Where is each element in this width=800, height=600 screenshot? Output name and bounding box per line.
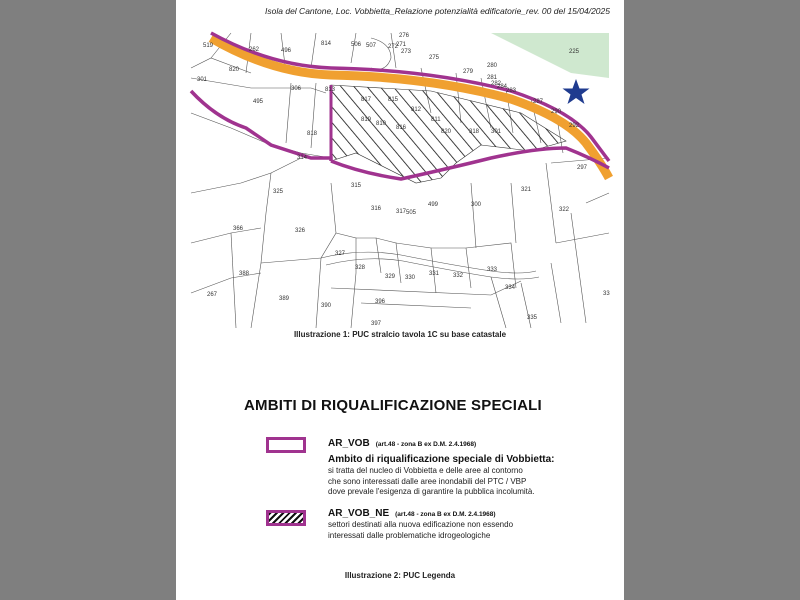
parcel-label: 366 <box>233 226 244 232</box>
ar-vob-ref: (art.48 - zona B ex D.M. 2.4.1968) <box>375 441 477 448</box>
parcel-label: 33 <box>603 291 610 297</box>
parcel-label: 316 <box>371 206 382 212</box>
parcel-label: 282 <box>491 81 502 87</box>
parcel-label: 314 <box>297 155 308 161</box>
parcel-label: 280 <box>487 63 498 69</box>
parcel-label: 819 <box>361 117 372 123</box>
parcel-label: 283 <box>506 88 517 94</box>
parcel-label: 276 <box>399 33 410 39</box>
ar-vob-name: Ambito di riqualificazione speciale di Vobbietta: <box>328 454 555 465</box>
parcel-label: 389 <box>279 296 290 302</box>
parcel-label: 301 <box>491 129 502 135</box>
parcel-label: 390 <box>321 303 332 309</box>
ar-vob-ne-desc-line: settori destinati alla nuova edificazione non essendo <box>328 520 514 529</box>
parcel-label: 331 <box>429 271 440 277</box>
parcel-label: 335 <box>527 315 538 321</box>
parcel-label: 813 <box>325 87 336 93</box>
ar-vob-desc-line: che sono interessati dalle aree inondabili del PTC / VBP <box>328 476 527 486</box>
ar-vob-code <box>328 438 476 449</box>
document-page <box>176 0 624 600</box>
parcel-label: 327 <box>335 251 346 257</box>
cadastral-map <box>191 33 609 328</box>
parcel-label: 306 <box>291 86 302 92</box>
caption-illustration-2: Illustrazione 2: PUC Legenda <box>344 571 456 580</box>
parcel-label: 507 <box>366 43 377 49</box>
parcel-label: 820 <box>441 129 452 135</box>
parcel-label: 818 <box>307 131 318 137</box>
parcel-label: 315 <box>351 183 362 189</box>
ar-vob-ne-description <box>328 520 588 541</box>
parcel-label: 810 <box>376 121 387 127</box>
parcel-label: 267 <box>207 292 218 298</box>
parcel-label: 325 <box>273 189 284 195</box>
parcel-label: 495 <box>253 99 264 105</box>
ar-vob-description <box>328 466 588 498</box>
caption-illustration-1: Illustrazione 1: PUC stralcio tavola 1C su base catastale <box>293 330 507 339</box>
parcel-label: 271 <box>396 42 407 48</box>
ar-vob-desc-line: si tratta del nucleo di Vobbietta e delle aree al contorno <box>328 466 523 475</box>
parcel-label: 262 <box>249 47 260 53</box>
parcel-label: 811 <box>431 117 441 123</box>
ar-vob-desc-line: dove prevale l'esigenza di garantire la pubblica incolumità. <box>328 487 535 496</box>
parcel-label: 330 <box>405 275 416 281</box>
parcel-label: 326 <box>295 228 306 234</box>
parcel-label: 322 <box>559 207 570 213</box>
ar-vob-ne-ref: (art.48 - zona B ex D.M. 2.4.1968) <box>395 511 496 518</box>
parcel-label: 397 <box>371 321 382 327</box>
parcel-label: 506 <box>351 42 362 48</box>
parcel-label: 499 <box>428 202 439 208</box>
parcel-label: 332 <box>453 273 464 279</box>
parcel-label: 318 <box>469 129 480 135</box>
parcel-label: 817 <box>361 97 372 103</box>
parcel-label: 284 <box>497 84 508 90</box>
parcel-label: 272 <box>388 44 399 50</box>
parcel-label: 496 <box>281 48 292 54</box>
ar-vob-code-text: AR_VOB <box>328 438 370 449</box>
parcel-label: 329 <box>385 274 396 280</box>
ar-vob-swatch <box>266 437 306 453</box>
legend-title: AMBITI DI RIQUALIFICAZIONE SPECIALI <box>244 397 542 414</box>
parcel-label: 273 <box>401 49 412 55</box>
ar-vob-ne-swatch <box>266 510 306 526</box>
parcel-label: 334 <box>505 285 516 291</box>
parcel-label: 505 <box>406 210 417 216</box>
parcel-label: 292 <box>569 123 580 129</box>
parcel-label: 300 <box>471 202 482 208</box>
parcel-label: 275 <box>429 55 440 61</box>
parcel-label: 290 <box>551 109 562 115</box>
parcel-label: 815 <box>388 97 399 103</box>
ar-vob-ne-code <box>328 508 496 519</box>
parcel-label: 816 <box>396 125 407 131</box>
parcel-label: 812 <box>411 107 422 113</box>
parcel-label: 301 <box>197 77 208 83</box>
parcel-label: 820 <box>229 67 240 73</box>
parcel-label: 297 <box>577 165 588 171</box>
parcel-label: 388 <box>239 271 250 277</box>
parcel-label: 328 <box>355 265 366 271</box>
page-header: Isola del Cantone, Loc. Vobbietta_Relazione potenzialità edificatorie_rev. 00 del 15/04/2025 <box>265 6 610 16</box>
ar-vob-ne-desc-line: interessati dalle problematiche idrogeologiche <box>328 530 491 540</box>
parcel-label: 519 <box>203 43 214 49</box>
parcel-label: 317 <box>396 209 407 215</box>
parcel-label: 333 <box>487 267 498 273</box>
parcel-label: 225 <box>569 49 580 55</box>
parcel-label: 321 <box>521 187 532 193</box>
parcel-label: 281 <box>487 75 498 81</box>
parcel-label: 287 <box>533 99 544 105</box>
parcel-label: 814 <box>321 41 332 47</box>
parcel-label: 279 <box>463 69 474 75</box>
parcel-label: 396 <box>375 299 386 305</box>
ar-vob-ne-code-text: AR_VOB_NE <box>328 508 390 519</box>
